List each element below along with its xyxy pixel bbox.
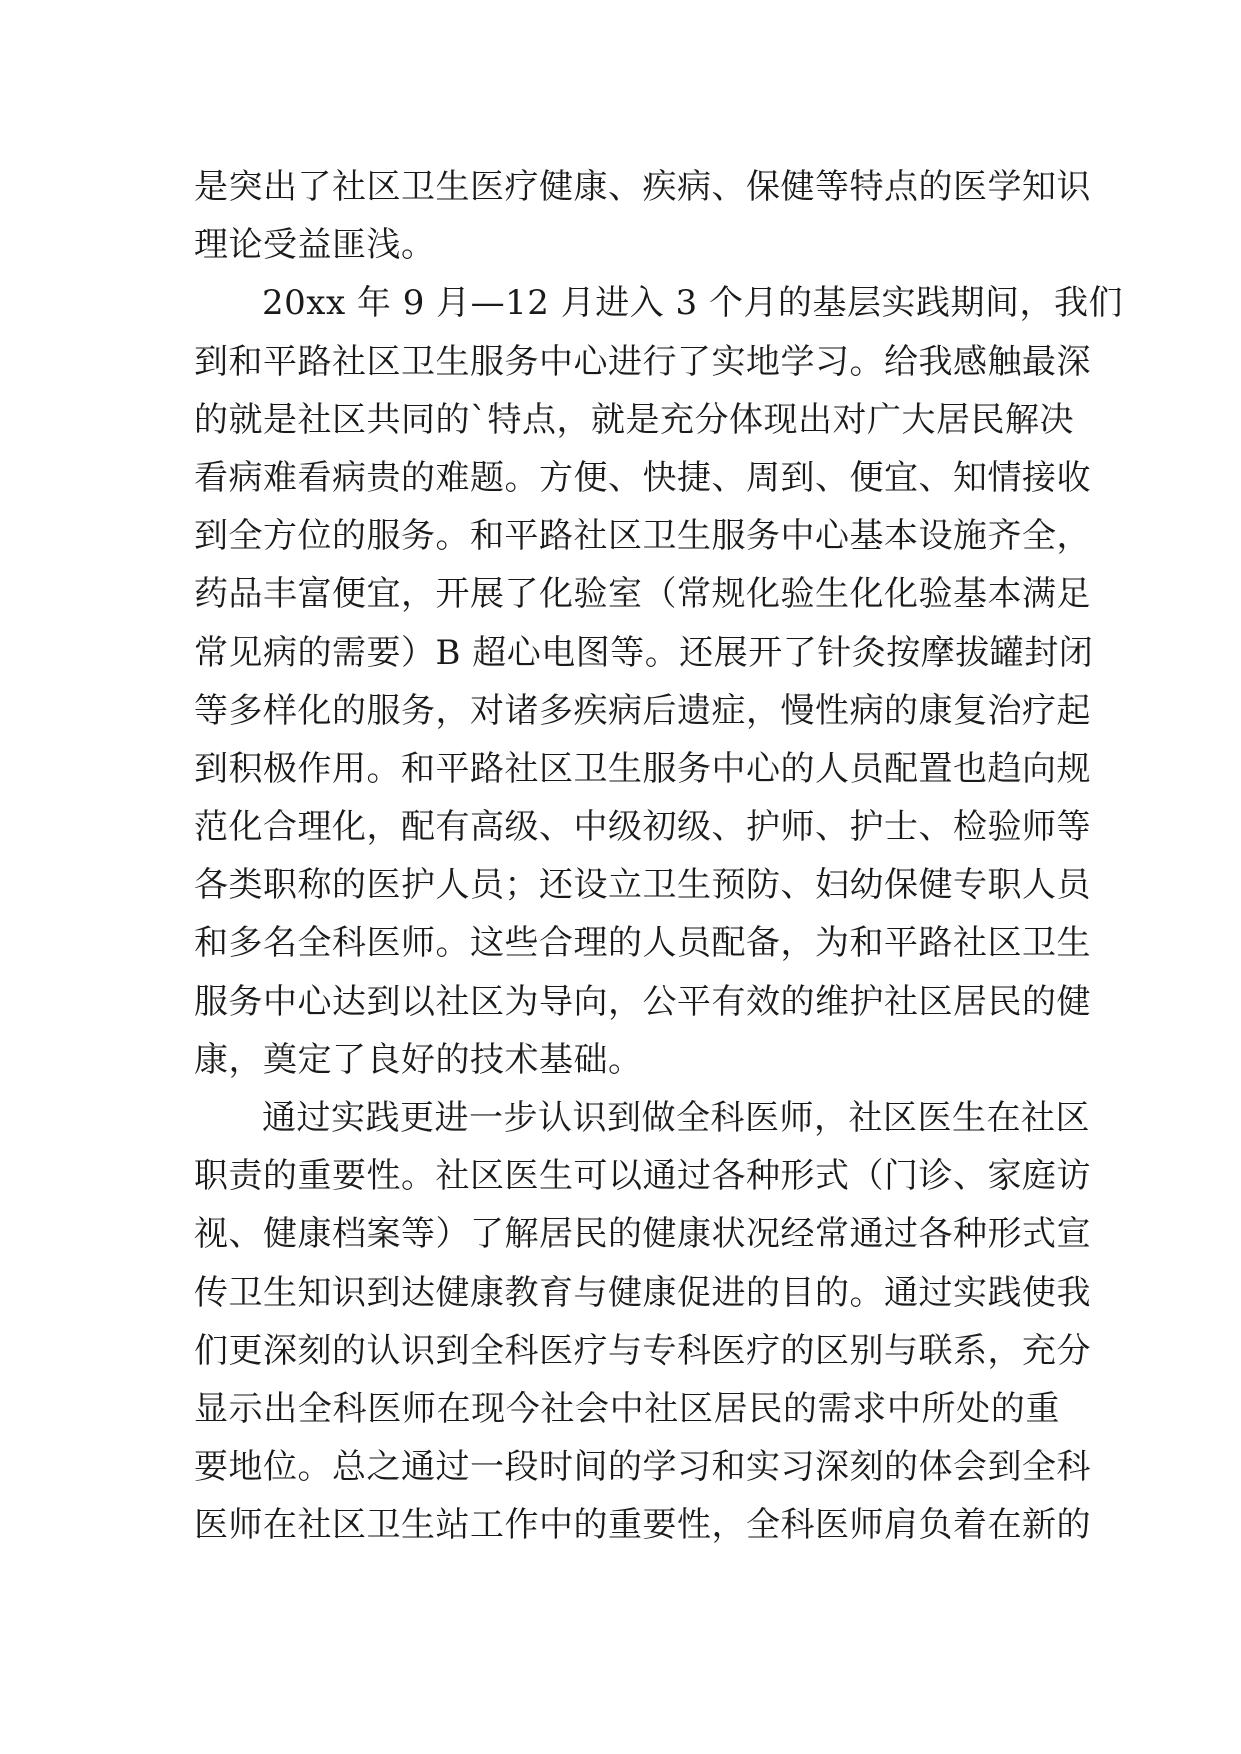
text-line: 们更深刻的认识到全科医疗与专科医疗的区别与联系，充分 (194, 1330, 1091, 1371)
text-line: 20xx 年 9 月—12 月进入 3 个月的基层实践期间，我们 (262, 283, 1123, 324)
text-line: 康，奠定了良好的技术基础。 (194, 1039, 643, 1080)
text-line: 通过实践更进一步认识到做全科医师，社区医生在社区 (262, 1098, 1090, 1138)
text-line: 和多名全科医师。这些合理的人员配备，为和平路社区卫生 (194, 923, 1091, 964)
text-line: 是突出了社区卫生医疗健康、疾病、保健等特点的医学知识 (194, 167, 1091, 207)
document-body (194, 158, 1123, 1555)
text-line: 要地位。总之通过一段时间的学习和实习深刻的体会到全科 (194, 1447, 1091, 1488)
text-line: 看病难看病贵的难题。方便、快捷、周到、便宜、知情接收 (194, 457, 1091, 498)
text-line: 视、健康档案等）了解居民的健康状况经常通过各种形式宣 (194, 1214, 1091, 1255)
text-line: 传卫生知识到达健康教育与健康促进的目的。通过实践使我 (194, 1272, 1091, 1313)
text-line: 的就是社区共同的`特点，就是充分体现出对广大居民解决 (194, 399, 1074, 440)
text-line: 各类职称的医护人员；还设立卫生预防、妇幼保健专职人员 (194, 865, 1091, 906)
text-line: 服务中心达到以社区为导向，公平有效的维护社区居民的健 (194, 981, 1091, 1022)
text-line: 药品丰富便宜，开展了化验室（常规化验生化化验基本满足 (194, 574, 1091, 615)
text-line: 到积极作用。和平路社区卫生服务中心的人员配置也趋向规 (194, 748, 1091, 789)
text-line: 到和平路社区卫生服务中心进行了实地学习。给我感触最深 (194, 341, 1091, 382)
text-line: 范化合理化，配有高级、中级初级、护师、护士、检验师等 (194, 807, 1091, 848)
text-line: 医师在社区卫生站工作中的重要性，全科医师肩负着在新的 (194, 1505, 1091, 1546)
text-line: 到全方位的服务。和平路社区卫生服务中心基本设施齐全， (194, 516, 1091, 557)
text-line: 理论受益匪浅。 (194, 225, 436, 266)
text-line: 常见病的需要）B 超心电图等。还展开了针灸按摩拔罐封闭 (194, 632, 1094, 673)
text-line: 显示出全科医师在现今社会中社区居民的需求中所处的重 (194, 1388, 1060, 1429)
text-line: 职责的重要性。社区医生可以通过各种形式（门诊、家庭访 (194, 1156, 1091, 1197)
text-line: 等多样化的服务，对诸多疾病后遗症，慢性病的康复治疗起 (194, 690, 1091, 731)
